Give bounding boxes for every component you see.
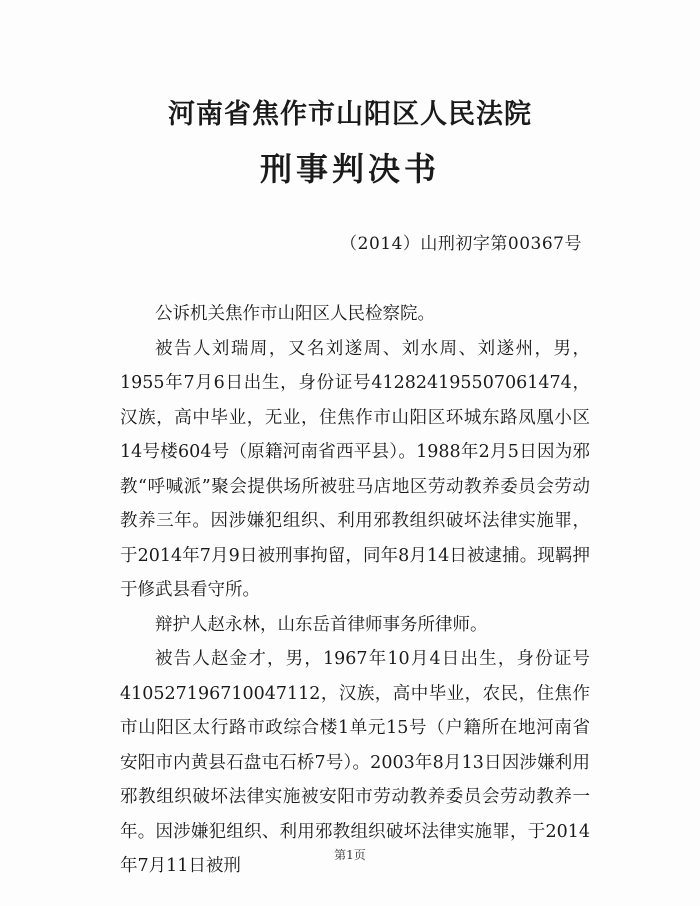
- case-number: （2014）山刑初字第00367号: [340, 234, 582, 254]
- court-name-heading: 河南省焦作市山阳区人民法院: [168, 99, 532, 130]
- paragraph-defense-counsel: 辩护人赵永林，山东岳首律师事务所律师。: [155, 614, 488, 635]
- paragraph-defendant-1: 被告人刘瑞周，又名刘遂周、刘水周、刘遂州，男，1955年7月6日出生，身份证号412824195507061474，汉族，高中毕业，无业，住焦作市山阳区环城东路凤凰小区14号楼604号（原籍河南省西平县）。1988年2月5日因为邪教“呼喊派”聚会提供场所被驻马店地区劳动教养委员会劳动教养三年。因涉嫌犯组织、利用邪教组织破坏法律实施罪，于2014年7月9日被刑事拘留，同年8月14日被逮捕。现羁押于修武县看守所。: [120, 338, 590, 600]
- document-title: 刑事判决书: [259, 150, 440, 188]
- paragraph-prosecutor: 公诉机关焦作市山阳区人民检察院。: [155, 304, 435, 324]
- document-body: [120, 297, 590, 884]
- paragraph-defendant-2: 被告人赵金才，男，1967年10月4日出生，身份证号410527196710047112，汉族，高中毕业，农民，住焦作市山阳区太行路市政综合楼1单元15号（户籍所在地河南省安阳市内黄县石盘屯石桥7号）。2003年8月13日因涉嫌利用邪教组织破坏法律实施被安阳市劳动教养委员会劳动教养一年。因涉嫌犯组织、利用邪教组织破坏法律实施罪，于2014年7月11日被刑: [120, 649, 590, 876]
- page-number: 第1页: [334, 848, 366, 862]
